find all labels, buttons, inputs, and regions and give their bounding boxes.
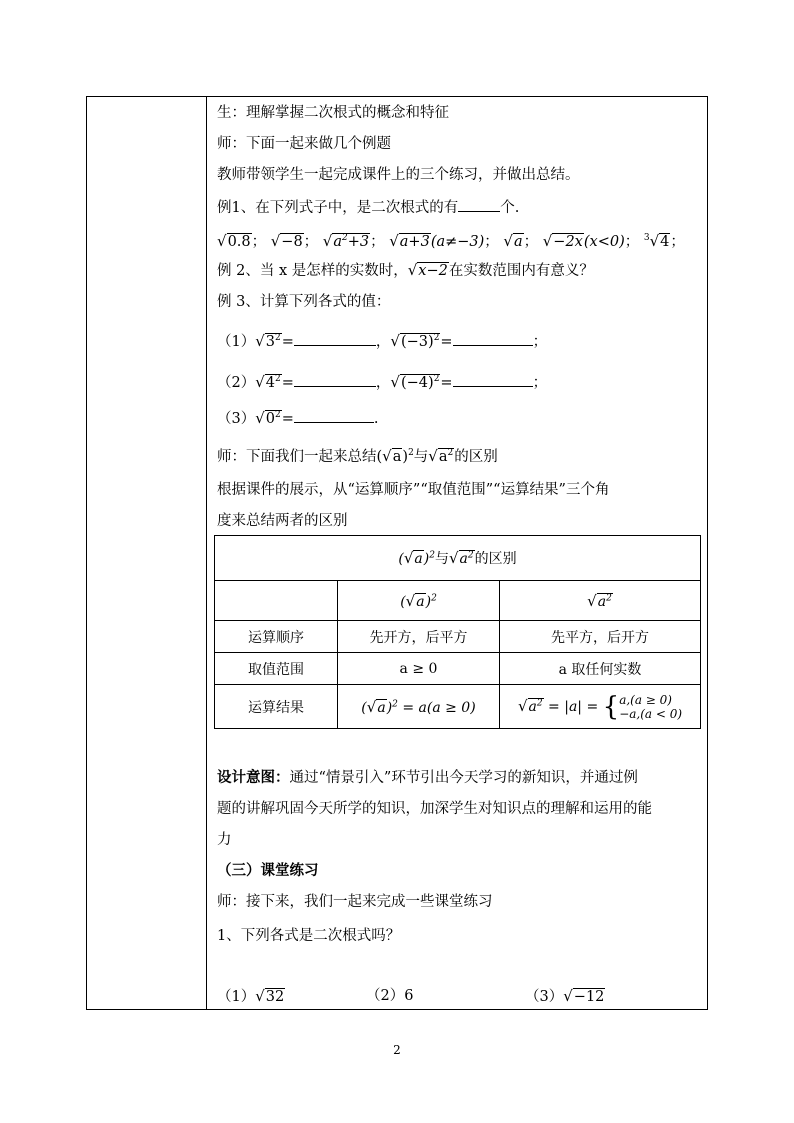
row-label: 运算结果 bbox=[215, 685, 338, 729]
comparison-caption: $(√a)^2$与$√a^2$的区别 bbox=[215, 536, 701, 581]
example-1-suffix: 个. bbox=[500, 200, 520, 216]
cell: a ≥ 0 bbox=[338, 653, 500, 685]
result-formula-a: $(√a)^2 = a(a \ge 0)$ bbox=[338, 685, 500, 729]
page-number: 2 bbox=[393, 1043, 401, 1057]
practice-question: 1、下列各式是二次根式吗？ bbox=[217, 928, 401, 944]
summary-intro: 师：下面我们一起来总结$(√a)^2$与$√a^2$的区别 bbox=[217, 446, 498, 465]
example-3-item-2: $(2)√4^2=$ ，$√(-4)^2=$ ； bbox=[217, 372, 548, 391]
text-line-2: 师：下面一起来做几个例题 bbox=[217, 136, 391, 152]
header-root-of-square: $√a^2$ bbox=[500, 581, 701, 621]
example-3-item-1: $(1)√3^2=$ ，$√(-3)^2=$ ； bbox=[217, 331, 548, 350]
cell: 先平方，后开方 bbox=[500, 621, 701, 653]
radical-list: √0.8； √−8； $√a^2+3$； √a+3(a≠−3)； √a； √−2x(x<0)； $^3$√4； bbox=[217, 231, 685, 250]
header-square-of-root: $(√a)^2$ bbox=[338, 581, 500, 621]
answer-blank bbox=[458, 197, 500, 212]
comparison-table bbox=[214, 535, 701, 729]
example-2-text: 例 2、当 x 是怎样的实数时， bbox=[217, 263, 408, 279]
example-1-text: 例1、在下列式子中，是二次根式的有 bbox=[217, 200, 459, 216]
result-formula-b: $√a^2 = |a| = \{a,(a \ge 0)$ −a,(a < 0) bbox=[500, 685, 701, 729]
design-intent-line-2: 题的讲解巩固今天所学的知识，加深学生对知识点的理解和运用的能 bbox=[217, 801, 652, 817]
practice-intro: 师：接下来，我们一起来完成一些课堂练习 bbox=[217, 894, 493, 910]
practice-item-3: （3）√−12 bbox=[525, 987, 605, 1005]
row-label: 运算顺序 bbox=[215, 621, 338, 653]
example-3: 例 3、计算下列各式的值： bbox=[217, 294, 391, 310]
text-line-1: 生：理解掌握二次根式的概念和特征 bbox=[217, 105, 449, 121]
design-intent: 设计意图：通过“情景引入”环节引出今天学习的新知识，并通过例 bbox=[217, 769, 638, 786]
cell: 先开方，后平方 bbox=[338, 621, 500, 653]
header-empty-cell bbox=[215, 581, 338, 621]
column-divider bbox=[206, 96, 207, 1010]
text-line-3: 教师带领学生一起完成课件上的三个练习，并做出总结。 bbox=[217, 167, 580, 183]
example-3-item-3: $(3)√0^2=$ . bbox=[217, 408, 379, 427]
section-heading: （三）课堂练习 bbox=[217, 862, 319, 879]
example-2-suffix: 在实数范围内有意义？ bbox=[448, 263, 594, 279]
practice-item-2: （2）6 bbox=[366, 988, 414, 1004]
example-1 bbox=[217, 197, 519, 218]
text-line-13: 度来总结两者的区别 bbox=[217, 513, 348, 529]
cell: a 取任何实数 bbox=[500, 653, 701, 685]
design-intent-line-3: 力 bbox=[217, 832, 232, 848]
practice-item-1: （1）√32 bbox=[217, 987, 285, 1005]
example-2: 例 2、当 x 是怎样的实数时，√x−2在实数范围内有意义？ bbox=[217, 261, 594, 279]
row-label: 取值范围 bbox=[215, 653, 338, 685]
text-line-12: 根据课件的展示，从“运算顺序”“取值范围”“运算结果”三个角 bbox=[217, 482, 610, 498]
